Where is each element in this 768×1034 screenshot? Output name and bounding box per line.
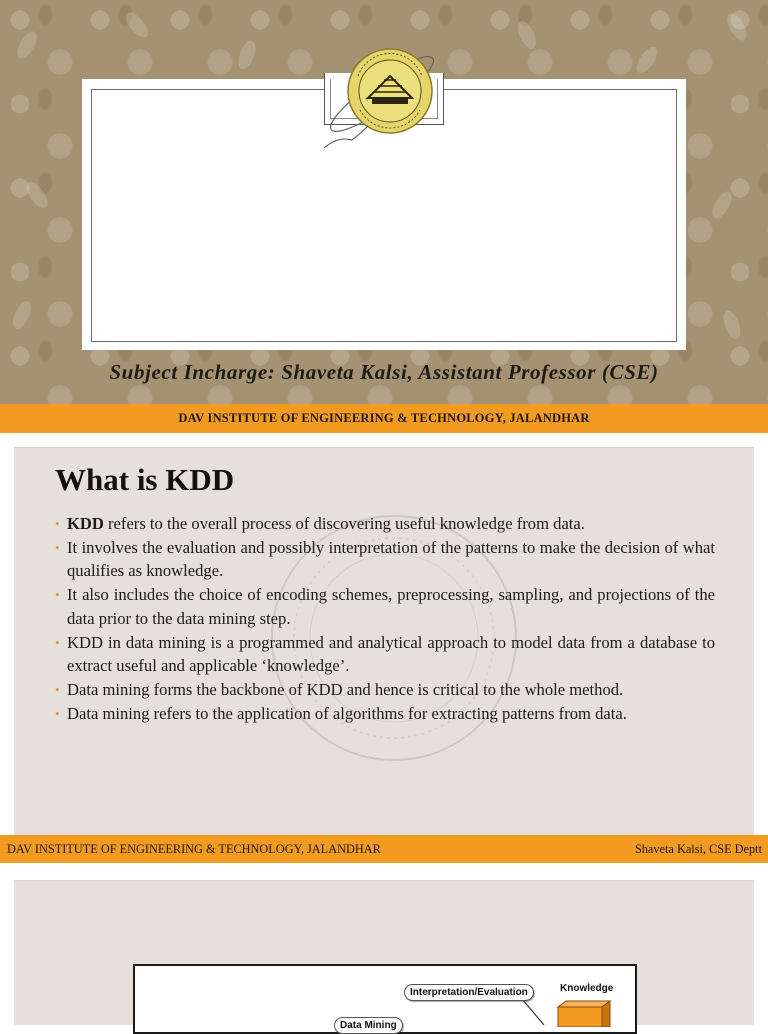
institute-seal-logo [318, 36, 446, 152]
title-slide [0, 0, 768, 404]
footer-institute: DAV INSTITUTE OF ENGINEERING & TECHNOLOGY, JALANDHAR [7, 842, 381, 856]
leaf-ornament [235, 39, 258, 72]
knowledge-cube-icon [554, 997, 614, 1027]
bullet-icon: • [55, 539, 60, 555]
bullet-icon: • [55, 516, 60, 531]
list-item [55, 631, 715, 678]
slide-footer [0, 835, 768, 863]
list-item [55, 536, 715, 583]
institute-banner: DAV INSTITUTE OF ENGINEERING & TECHNOLOGY, JALANDHAR [0, 404, 768, 433]
leaf-ornament [633, 44, 662, 77]
list-item [55, 583, 715, 630]
subject-incharge-text: Subject Incharge: Shaveta Kalsi, Assistant Professor (CSE) [109, 360, 659, 384]
leaf-ornament [720, 309, 743, 342]
leaf-ornament [122, 9, 152, 41]
bullet-bold-term: KDD [67, 514, 104, 533]
leaf-ornament [23, 179, 52, 212]
slide-title: What is KDD [55, 462, 235, 497]
bullet-icon: • [55, 587, 60, 603]
leaf-ornament [514, 18, 539, 51]
kdd-slide [14, 447, 754, 836]
leaf-ornament [9, 298, 34, 331]
bullet-icon: • [55, 681, 60, 697]
list-item [55, 678, 715, 702]
kdd-process-slide [14, 880, 754, 1031]
diagram-connector [14, 881, 754, 1025]
bullet-icon: • [55, 705, 60, 721]
bullet-text: Data mining refers to the application of algorithms for extracting patterns from data. [67, 703, 627, 723]
bullet-text: refers to the overall process of discovering useful knowledge from data. [103, 514, 585, 533]
bullet-text: It involves the evaluation and possibly interpretation of the patterns to make the decision of what qualifies as knowledge. [67, 537, 715, 581]
footer-author: Shaveta Kalsi, CSE Deptt [634, 842, 762, 856]
data-mining-step: Data Mining [334, 1017, 403, 1034]
knowledge-label: Knowledge [560, 983, 614, 994]
bullet-text: It also includes the choice of encoding schemes, preprocessing, sampling, and projections of the data prior to the data mining step. [67, 585, 715, 628]
list-item [55, 702, 715, 726]
leaf-ornament [13, 29, 40, 62]
bullet-text: KDD in data mining is a programmed and analytical approach to model data from a database to extract useful and applicable ‘knowledge’. [67, 632, 715, 676]
kdd-bullet-list [55, 512, 715, 725]
leaf-ornament [723, 11, 750, 44]
leaf-ornament [708, 189, 735, 222]
list-item [55, 512, 715, 536]
bullet-icon: • [55, 634, 60, 650]
interpretation-evaluation-step: Interpretation/Evaluation [404, 984, 534, 1001]
bullet-text: Data mining forms the backbone of KDD and hence is critical to the whole method. [67, 679, 624, 699]
